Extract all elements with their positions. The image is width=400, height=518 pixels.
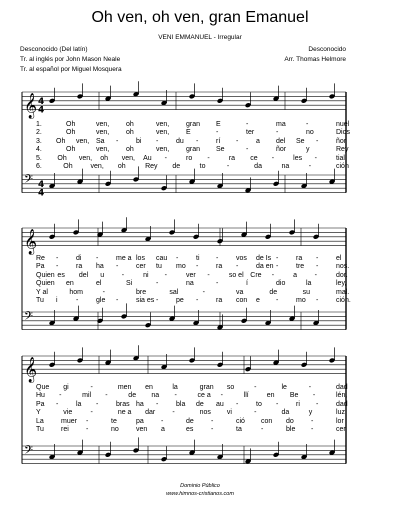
lyric-syllable: el — [336, 255, 342, 262]
lyric-syllable: - — [311, 417, 314, 425]
lyric-syllable: llí — [243, 392, 249, 400]
lyric-syllable: hom — [69, 288, 83, 296]
lyric-syllable: - — [316, 263, 319, 271]
time-signature: 4 — [38, 179, 45, 190]
lyric-syllable: - — [236, 137, 239, 145]
lyric-syllable: ce — [250, 154, 258, 162]
lyric-syllable: E — [216, 121, 221, 128]
lyric-syllable: sal — [169, 288, 179, 296]
lyric-syllable: de — [269, 288, 278, 296]
lyric-syllable: - — [308, 384, 312, 391]
lyric-syllable: Se — [296, 137, 305, 145]
lyric-syllable: de — [172, 163, 181, 170]
lyric-syllable: gi — [63, 384, 69, 391]
lyric-syllable: - — [220, 392, 223, 400]
hymn-title: Oh ven, oh ven, gran Emanuel — [91, 9, 309, 26]
lyric-syllable: lén, — [336, 392, 348, 400]
lyric-syllable: e — [256, 297, 260, 304]
lyric-syllable: Oh — [63, 163, 73, 170]
lyric-syllable: los — [136, 255, 145, 262]
lyric-syllable: oh — [126, 129, 134, 137]
lyric-syllable: bi — [136, 137, 142, 145]
lyric-syllable: cau — [156, 255, 168, 262]
lyric-syllable: mal. — [336, 288, 350, 296]
time-signature: 4 — [38, 105, 45, 116]
lyric-syllable: - — [246, 121, 249, 128]
lyric-syllable: so — [226, 384, 235, 391]
lyric-syllable: Oh — [66, 146, 76, 154]
lyric-syllable: - — [216, 280, 219, 288]
lyric-syllable: nos — [199, 409, 211, 417]
time-signature: 4 — [38, 96, 45, 107]
lyric-syllable: E — [186, 129, 191, 137]
lyric-syllable: - — [308, 163, 312, 170]
lyric-syllable: gran — [199, 384, 214, 391]
lyric-syllable: í — [246, 280, 248, 288]
lyric-syllable: - — [116, 297, 119, 304]
lyric-syllable: La — [36, 417, 44, 425]
lyric-syllable: ti — [196, 255, 200, 262]
lyric-syllable: to — [199, 163, 206, 170]
lyric-syllable: ven, — [90, 163, 104, 170]
lyric-syllable: de — [186, 417, 194, 425]
lyric-syllable: - — [156, 297, 159, 304]
lyric-syllable: di — [76, 255, 82, 262]
lyric-syllable: mo — [296, 297, 306, 304]
lyric-syllable: de — [196, 400, 204, 408]
lyric-syllable: ce a — [197, 392, 211, 400]
lyric-syllable: - — [276, 297, 279, 304]
bass-clef-icon: 𝄢 — [24, 310, 34, 327]
lyric-syllable: da — [281, 409, 290, 417]
lyric-syllable: bla — [176, 400, 186, 408]
lyric-syllable: - — [156, 280, 159, 288]
lyric-syllable: muer — [61, 417, 77, 425]
lyric-syllable: na — [151, 392, 160, 400]
lyric-syllable: Oh — [66, 129, 76, 137]
lyric-syllable: el — [96, 280, 102, 288]
lyric-syllable: no — [306, 129, 314, 137]
lyric-syllable: con — [261, 417, 273, 425]
lyric-syllable: Y al — [36, 288, 48, 296]
lyric-syllable: va — [236, 288, 244, 296]
lyric-syllable: y — [308, 409, 313, 417]
credit-line: Tr. al español por Miguel Mosquera — [20, 66, 122, 73]
lyric-syllable: ven, — [156, 129, 170, 137]
lyric-syllable: - — [96, 400, 99, 408]
lyric-syllable: - — [236, 263, 239, 271]
lyric-syllable: gran — [186, 121, 201, 128]
lyric-syllable: ven, — [156, 146, 170, 154]
lyric-syllable: ñor — [276, 146, 287, 154]
lyric-syllable: ra — [216, 263, 223, 271]
lyric-syllable: mil — [82, 392, 92, 400]
lyric-syllable: - — [276, 129, 279, 137]
lyric-syllable: - — [90, 409, 93, 417]
lyric-syllable: pe — [176, 297, 184, 304]
lyric-syllable: - — [276, 400, 279, 408]
time-signature: 4 — [38, 188, 45, 199]
lyric-syllable: vi — [226, 409, 232, 417]
lyric-syllable: ra — [228, 154, 236, 162]
lyric-syllable: la — [306, 280, 312, 288]
lyric-syllable: - — [156, 137, 159, 145]
lyric-syllable: ra — [76, 263, 83, 271]
lyric-syllable: dar — [145, 409, 156, 417]
lyric-syllable: do — [286, 417, 294, 425]
lyric-syllable: - — [196, 297, 199, 304]
lyric-syllable: da — [254, 163, 262, 170]
lyric-syllable: ble — [286, 426, 296, 433]
lyric-syllable: ció — [236, 417, 245, 425]
lyric-syllable: - — [102, 288, 105, 296]
lyric-syllable: Y — [36, 409, 41, 417]
lyric-syllable: - — [276, 255, 279, 262]
lyric-syllable: Oh — [57, 154, 67, 162]
lyric-syllable: 5. — [36, 154, 42, 162]
lyric-syllable: ción. — [336, 297, 351, 304]
lyric-syllable: Be — [289, 392, 299, 400]
lyric-syllable: Pa — [36, 400, 45, 408]
lyric-syllable: ni — [143, 271, 149, 279]
lyric-syllable: - — [316, 255, 319, 262]
lyric-syllable: - — [216, 255, 219, 262]
lyric-syllable: - — [56, 400, 59, 408]
lyric-syllable: 3. — [36, 137, 42, 145]
lyric-syllable: ven, — [96, 129, 110, 137]
bass-clef-icon: 𝄢 — [24, 173, 34, 190]
lyric-syllable: - — [174, 392, 177, 400]
lyric-syllable: ta — [236, 426, 242, 433]
lyric-syllable: na — [281, 163, 290, 170]
lyric-syllable: - — [316, 137, 319, 145]
lyric-syllable: ha — [136, 400, 144, 408]
lyric-syllable: - — [314, 154, 317, 162]
lyric-syllable: en — [145, 384, 153, 391]
lyric-syllable: le — [281, 384, 287, 391]
lyric-syllable: Rey — [145, 163, 158, 170]
lyric-syllable: es — [57, 271, 65, 279]
lyric-syllable: - — [116, 137, 119, 145]
lyric-syllable: lor — [336, 417, 344, 425]
lyric-syllable: la — [76, 400, 82, 408]
lyric-syllable: rí — [216, 137, 221, 145]
lyric-syllable: oh — [126, 146, 134, 154]
lyric-syllable: - — [254, 409, 257, 417]
lyric-syllable: - — [216, 129, 219, 137]
lyric-syllable: Au — [143, 154, 152, 162]
lyric-syllable: bre — [136, 288, 147, 296]
lyric-syllable: Oh — [56, 137, 66, 145]
lyric-syllable: 2. — [36, 129, 42, 137]
lyric-syllable: - — [316, 400, 319, 408]
lyric-syllable: i — [56, 297, 58, 304]
lyric-syllable: ro — [186, 154, 193, 162]
lyric-syllable: gran — [186, 146, 201, 154]
lyric-syllable: oh — [100, 154, 109, 162]
lyric-syllable: men — [117, 384, 132, 391]
lyric-syllable: oh — [117, 163, 126, 170]
lyric-syllable: - — [207, 271, 210, 279]
lyric-syllable: dor. — [336, 271, 348, 279]
lyric-syllable: ver — [186, 271, 196, 279]
lyric-syllable: ra — [296, 255, 303, 262]
lyric-syllable: 1. — [36, 121, 42, 128]
lyric-syllable: Cre — [250, 271, 262, 279]
lyric-syllable: ven, — [156, 121, 170, 128]
lyric-syllable: au — [216, 400, 224, 408]
lyric-syllable: del — [78, 271, 89, 279]
lyric-syllable: a — [161, 426, 165, 433]
lyric-syllable: - — [172, 409, 175, 417]
lyric-syllable: de — [128, 392, 137, 400]
lyric-syllable: - — [105, 392, 108, 400]
lyric-syllable: dad — [336, 400, 348, 408]
lyric-syllable: vie — [63, 409, 73, 417]
lyric-syllable: - — [246, 146, 249, 154]
lyric-syllable: - — [261, 426, 264, 433]
lyric-syllable: oh — [126, 121, 134, 128]
lyric-syllable: - — [76, 297, 79, 304]
lyric-syllable: Pa — [36, 263, 45, 271]
lyric-syllable: ha — [96, 263, 104, 271]
lyric-syllable: Rey — [336, 146, 349, 154]
lyric-syllable: Si — [126, 280, 133, 288]
lyric-syllable: - — [116, 263, 119, 271]
lyric-syllable: ven, — [96, 121, 110, 128]
lyric-syllable: ven, — [76, 137, 90, 145]
lyric-syllable: - — [311, 426, 314, 433]
lyric-syllable: sia es — [136, 297, 155, 304]
lyric-syllable: Quien — [36, 271, 55, 279]
lyric-syllable: rei — [61, 426, 69, 433]
lyric-syllable: gle — [96, 297, 106, 304]
lyric-syllable: ñor — [336, 137, 347, 145]
lyric-syllable: so el — [228, 271, 244, 279]
lyric-syllable: da en — [256, 263, 274, 271]
lyric-syllable: nos. — [336, 263, 350, 271]
lyric-syllable: ven — [136, 426, 148, 433]
credit-line: Tr. al inglés por John Mason Neale — [20, 56, 121, 63]
lyric-syllable: luz, — [336, 409, 347, 417]
lyric-syllable: na — [186, 280, 194, 288]
lyric-syllable: tial — [336, 154, 345, 162]
lyric-syllable: cer — [136, 263, 146, 271]
lyric-syllable: dio — [276, 280, 286, 288]
lyric-syllable: - — [156, 400, 159, 408]
lyric-syllable: - — [176, 255, 179, 262]
credit-line: Desconocido (Del latín) — [20, 46, 88, 53]
lyric-syllable: ma — [276, 121, 286, 128]
lyric-syllable: du — [176, 137, 184, 145]
lyric-syllable: en — [66, 280, 74, 288]
lyric-syllable: ven, — [78, 154, 93, 162]
lyric-syllable: pa — [136, 417, 144, 425]
lyric-syllable: es — [186, 426, 194, 433]
lyric-syllable: en — [266, 392, 275, 400]
lyric-syllable: ley, — [336, 280, 347, 288]
lyric-syllable: de Is — [256, 255, 272, 262]
lyric-syllable: 4. — [36, 146, 42, 154]
treble-clef-icon: 𝄞 — [24, 229, 38, 255]
lyric-syllable: - — [236, 400, 239, 408]
lyric-syllable: - — [196, 263, 199, 271]
lyric-syllable: Que — [36, 384, 50, 391]
lyric-syllable: y — [306, 146, 310, 154]
lyric-syllable: Sa — [96, 137, 105, 145]
lyric-syllable: Se — [216, 146, 225, 154]
credit-line: Desconocido — [308, 46, 346, 53]
lyric-syllable: a — [256, 137, 260, 145]
lyric-syllable: - — [226, 163, 230, 170]
lyric-syllable: te — [111, 417, 117, 425]
footer-website: www.himnos-cristianos.com — [166, 491, 234, 497]
lyric-syllable: - — [306, 121, 309, 128]
lyric-syllable: - — [56, 263, 59, 271]
lyric-syllable: - — [56, 255, 59, 262]
bass-clef-icon: 𝄢 — [24, 444, 34, 461]
lyric-syllable: ven, — [96, 146, 110, 154]
lyric-syllable: to — [256, 400, 262, 408]
lyric-syllable: - — [59, 392, 62, 400]
lyric-syllable: Tu — [36, 297, 44, 304]
lyric-syllable: a — [293, 271, 298, 279]
hymn-subtitle: VENI EMMANUEL - Irregular — [158, 34, 242, 41]
lyric-syllable: - — [207, 154, 210, 162]
lyric-syllable: - — [196, 137, 199, 145]
lyric-syllable: ven, — [121, 154, 135, 162]
lyric-syllable: u — [100, 271, 105, 279]
lyric-syllable: Quien — [36, 280, 55, 288]
lyric-syllable: del — [276, 137, 286, 145]
lyric-syllable: - — [254, 384, 257, 391]
footer-license: Dominio Público — [180, 483, 220, 489]
lyric-syllable: nuel — [336, 121, 350, 128]
lyric-syllable: - — [312, 392, 316, 400]
treble-clef-icon: 𝄞 — [24, 357, 38, 383]
lyric-syllable: bras — [116, 400, 130, 408]
lyric-syllable: - — [86, 426, 89, 433]
lyric-syllable: tu — [156, 263, 162, 271]
treble-clef-icon: 𝄞 — [24, 93, 38, 119]
lyric-syllable: Tu — [36, 426, 44, 433]
lyric-syllable: - — [202, 288, 205, 296]
lyric-syllable: con — [236, 297, 248, 304]
lyric-syllable: - — [211, 426, 214, 433]
lyric-syllable: no — [111, 426, 119, 433]
lyric-syllable: la — [172, 384, 178, 391]
lyric-syllable: cer — [336, 426, 346, 433]
lyric-syllable: - — [86, 417, 89, 425]
lyric-syllable: - — [211, 417, 214, 425]
credit-line: Arr. Thomas Helmore — [284, 56, 346, 63]
lyric-syllable: - — [271, 154, 275, 162]
lyric-syllable: vos — [236, 255, 247, 262]
lyric-syllable: - — [276, 263, 279, 271]
lyric-syllable: su — [302, 288, 311, 296]
lyric-syllable: Oh — [66, 121, 76, 128]
lyric-syllable: Hu — [36, 392, 45, 400]
lyric-syllable: - — [314, 271, 317, 279]
lyric-syllable: - — [161, 417, 164, 425]
lyric-syllable: - — [316, 297, 319, 304]
lyric-syllable: Dios — [336, 129, 351, 137]
lyric-syllable: - — [164, 154, 167, 162]
lyric-syllable: - — [96, 255, 99, 262]
lyric-syllable: ra — [216, 297, 223, 304]
lyric-syllable: - — [90, 384, 93, 391]
lyric-syllable: ri — [296, 400, 300, 408]
lyric-syllable: tre — [296, 263, 305, 271]
lyric-syllable: ción — [336, 163, 349, 170]
lyric-syllable: ter — [246, 129, 255, 137]
lyric-syllable: me a — [116, 255, 132, 262]
lyric-syllable: - — [121, 271, 125, 279]
lyric-syllable: ne a — [117, 409, 132, 417]
lyric-syllable: - — [271, 271, 275, 279]
lyric-syllable: 6. — [36, 163, 42, 170]
lyric-syllable: - — [164, 271, 167, 279]
lyric-syllable: dad — [336, 384, 348, 391]
lyric-syllable: mo — [176, 263, 186, 271]
lyric-syllable: les — [293, 154, 303, 162]
lyric-syllable: Re — [36, 255, 45, 262]
